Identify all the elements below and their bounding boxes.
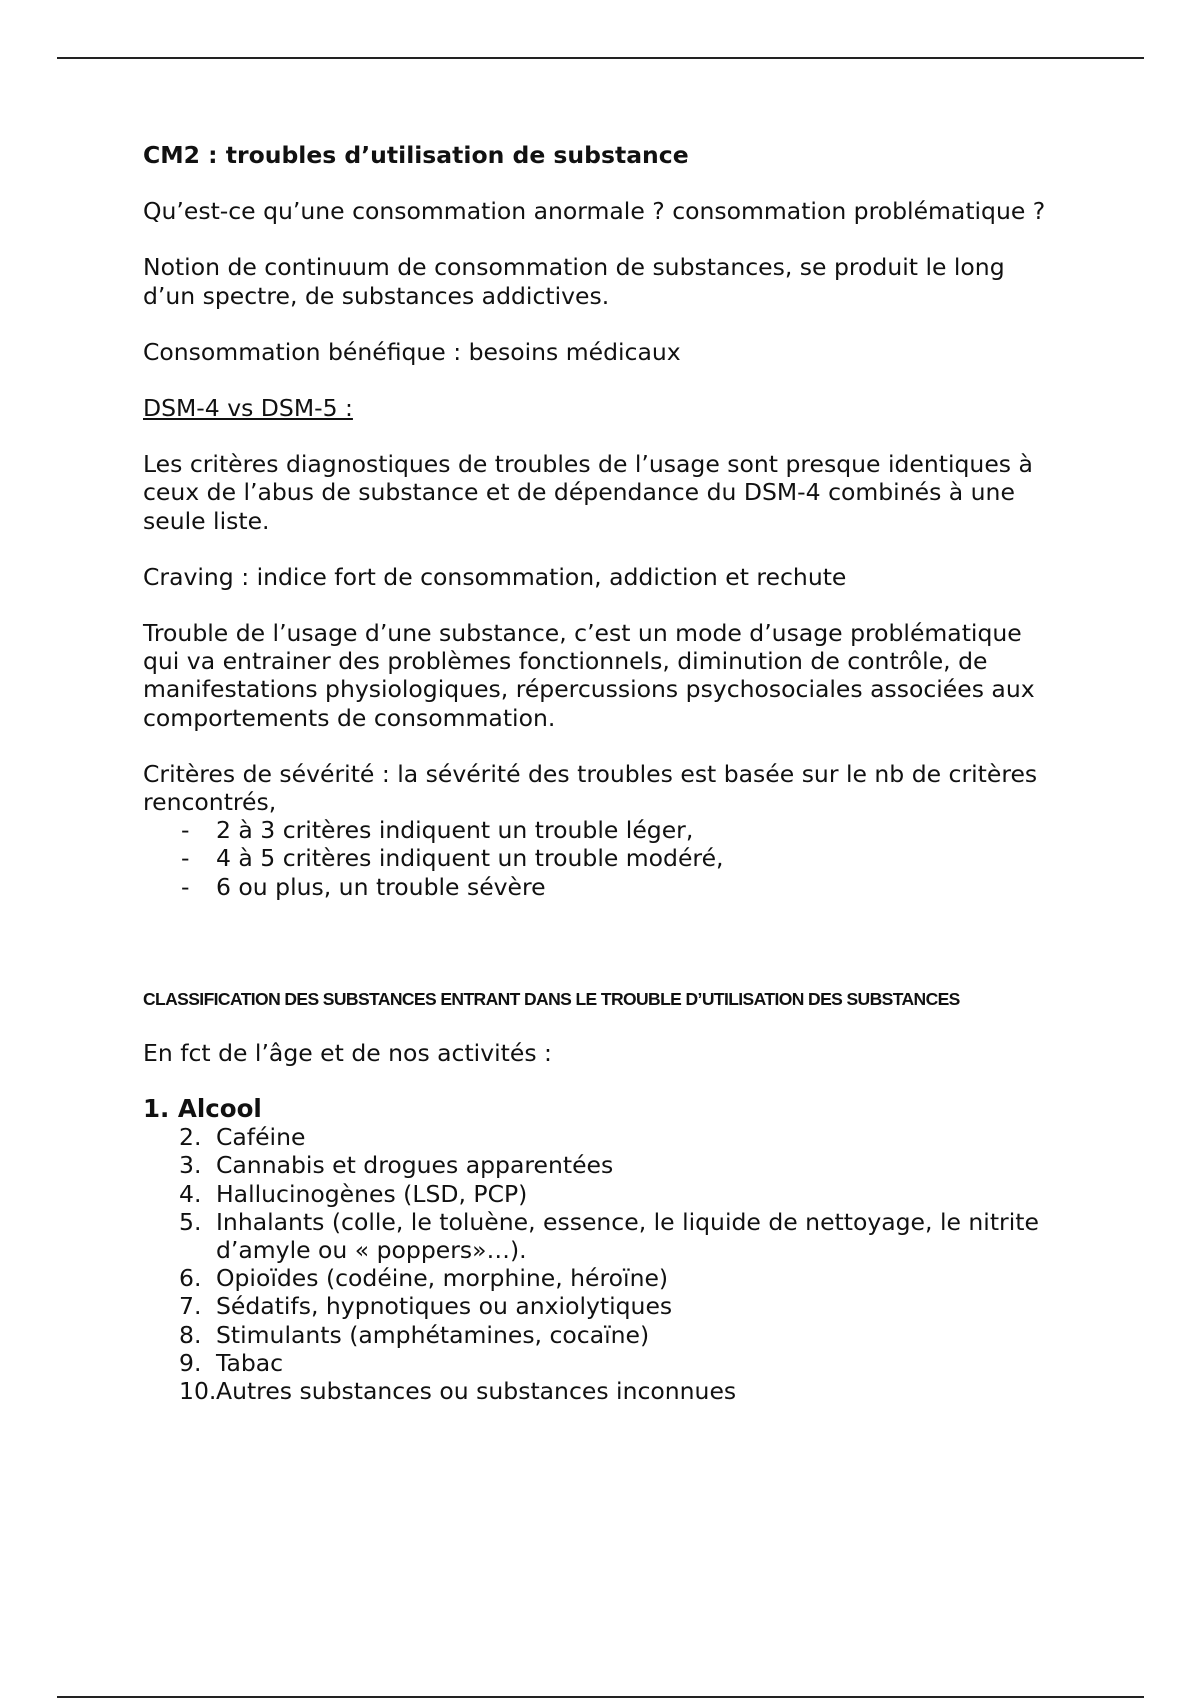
list-item-text: Cannabis et drogues apparentées xyxy=(216,1151,614,1180)
list-item-text: Inhalants (colle, le toluène, essence, le liquide de nettoyage, le nitrite d’amyle ou « poppers»…). xyxy=(216,1207,1039,1265)
section-heading-classification: CLASSIFICATION DES SUBSTANCES ENTRANT DANS LE TROUBLE D’UTILISATION DES SUBSTANCES xyxy=(143,988,960,1009)
list-number: 10. xyxy=(179,1377,217,1406)
list-item-text: Tabac xyxy=(216,1348,284,1377)
paragraph-beneficial-consumption: Consommation bénéfique : besoins médicaux xyxy=(143,337,681,366)
list-item-text: Stimulants (amphétamines, cocaïne) xyxy=(216,1320,650,1349)
list-item-text: 2 à 3 critères indiquent un trouble léger, xyxy=(216,816,694,845)
list-number: 7. xyxy=(179,1292,202,1321)
list-item-text: Sédatifs, hypnotiques ou anxiolytiques xyxy=(216,1292,673,1321)
paragraph-craving: Craving : indice fort de consommation, addiction et rechute xyxy=(143,562,847,591)
list-item xyxy=(143,1180,1063,1208)
bottom-rule xyxy=(57,1696,1144,1698)
dash-marker: - xyxy=(181,816,190,845)
paragraph-diagnostic-criteria: Les critères diagnostiques de troubles de l’usage sont presque identiques à ceux de l’abus de substance et de dépendance du DSM-4 combinés à une seule liste. xyxy=(143,450,1033,535)
dash-marker: - xyxy=(181,872,190,901)
list-item-text: 4 à 5 critères indiquent un trouble modéré, xyxy=(216,844,724,873)
list-number: 4. xyxy=(179,1179,202,1208)
severity-list xyxy=(143,816,1063,901)
dash-marker: - xyxy=(181,844,190,873)
list-number: 9. xyxy=(179,1348,202,1377)
heading-dsm-comparison: DSM-4 vs DSM-5 : xyxy=(143,394,353,423)
list-number: 6. xyxy=(179,1264,202,1293)
list-item-text: Caféine xyxy=(216,1123,306,1152)
list-item xyxy=(143,1151,1063,1179)
list-item xyxy=(143,1208,1063,1264)
classification-intro: En fct de l’âge et de nos activités : xyxy=(143,1038,552,1067)
list-number: 5. xyxy=(179,1207,202,1236)
paragraph-severity: Critères de sévérité : la sévérité des troubles est basée sur le nb de critères rencontrés, xyxy=(143,759,1038,817)
list-number: 8. xyxy=(179,1320,202,1349)
list-item xyxy=(143,873,1063,901)
substance-item-alcohol: 1. Alcool xyxy=(143,1094,262,1124)
list-item-text: Autres substances ou substances inconnues xyxy=(216,1377,737,1406)
paragraph-abnormal-consumption: Qu’est-ce qu’une consommation anormale ? consommation problématique ? xyxy=(143,197,1046,226)
list-item xyxy=(143,816,1063,844)
list-item xyxy=(143,1264,1063,1292)
list-item-text: Hallucinogènes (LSD, PCP) xyxy=(216,1179,528,1208)
substance-list xyxy=(143,1123,1063,1405)
document-title: CM2 : troubles d’utilisation de substance xyxy=(143,141,689,169)
top-rule xyxy=(57,57,1144,59)
list-item xyxy=(143,1292,1063,1320)
document-body xyxy=(143,141,1063,1405)
paragraph-continuum: Notion de continuum de consommation de substances, se produit le long d’un spectre, de substances addictives. xyxy=(143,253,1005,310)
list-number: 2. xyxy=(179,1123,202,1152)
paragraph-usage-disorder: Trouble de l’usage d’une substance, c’est un mode d’usage problématique qui va entrainer des problèmes fonctionnels, diminution de contrôle, de manifestations physiologiques, répercussions psychosociales associées aux comportements de consommation. xyxy=(143,619,1035,732)
list-item xyxy=(143,1321,1063,1349)
list-item xyxy=(143,844,1063,872)
list-item xyxy=(143,1349,1063,1377)
list-item-text: 6 ou plus, un trouble sévère xyxy=(216,872,546,901)
list-item xyxy=(143,1123,1063,1151)
list-item-text: Opioïdes (codéine, morphine, héroïne) xyxy=(216,1264,669,1293)
list-item xyxy=(143,1377,1063,1405)
list-number: 3. xyxy=(179,1151,202,1180)
